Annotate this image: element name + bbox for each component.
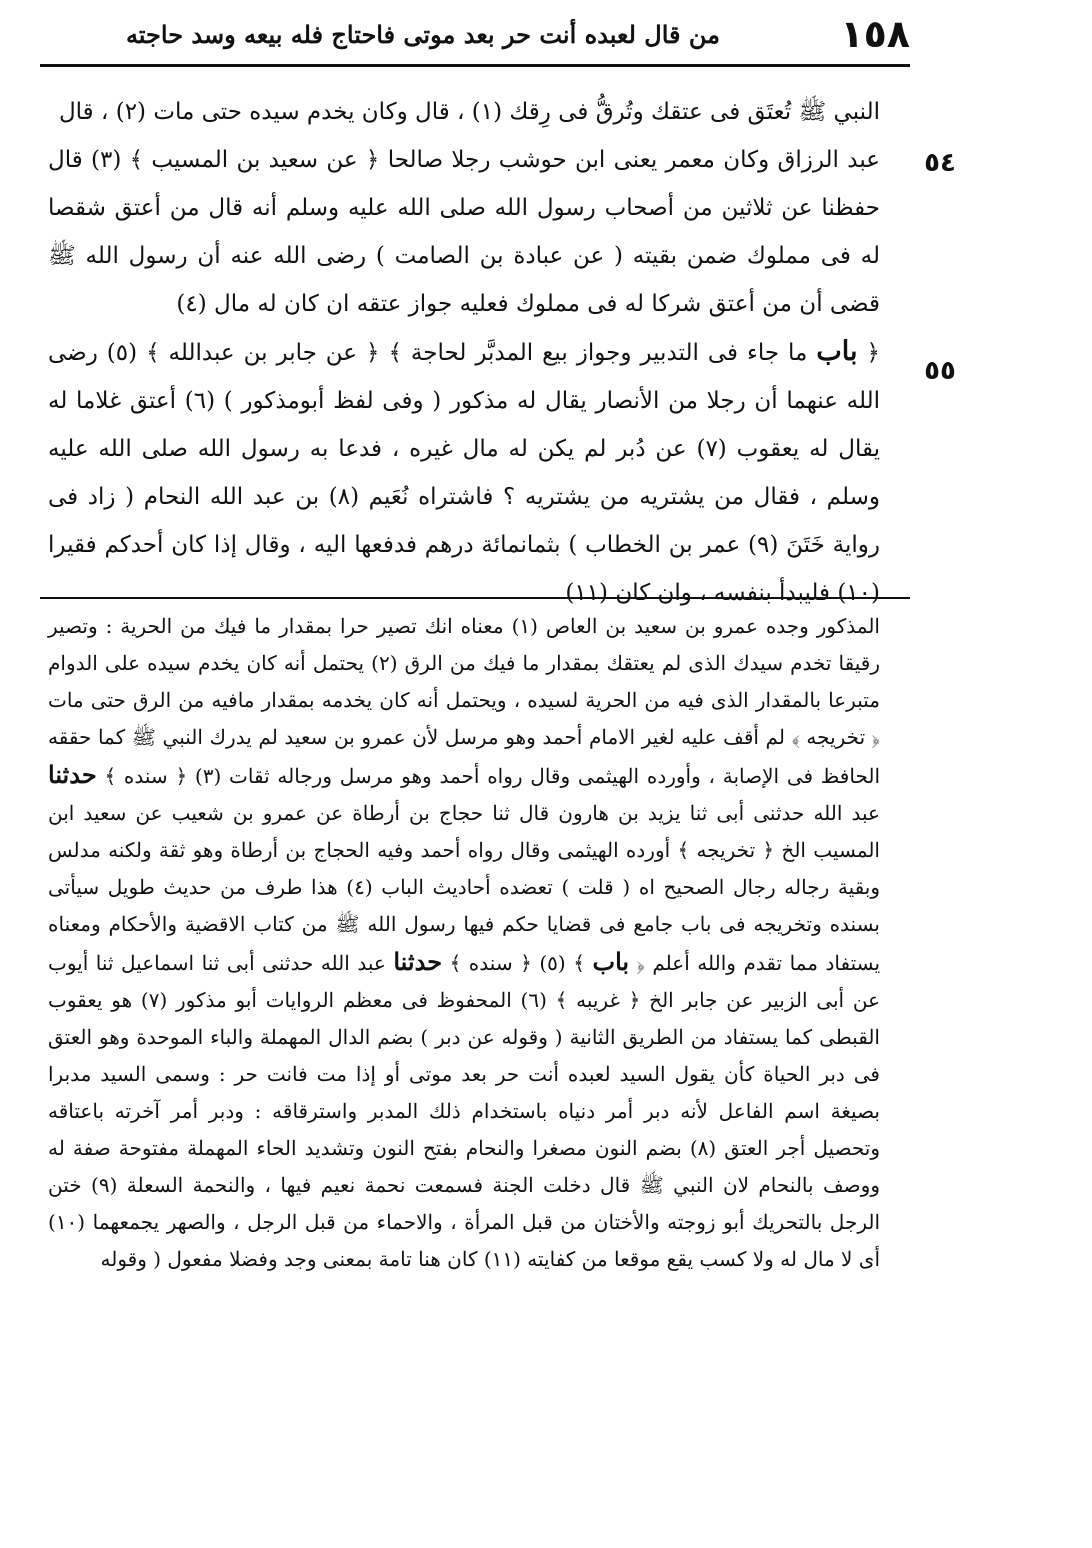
header-divider (40, 64, 910, 67)
footnote-text: عبد الله حدثنى أبى ثنا اسماعيل ثنا أيوب عن أبى الزبير عن جابر الخ ﴿ غريبه ﴾ (٦) المحفوظ فى معظم الروايات أبو مذكور (٧) هو يعقوب القبطى كما يستفاد من الطريق الثانية ( وقوله عن دبر ) بضم الدال المهملة والباء الموحدة وهو العتق فى دبر الحياة كأن يقول السيد لعبده أنت حر بعد موتى أو إذا مت فانت حر : وسمى السيد مدبرا بصيغة اسم الفاعل لأنه دبر أمر دنياه باستخدام ذلك المدبر واسترقاقه : ودبر أمر آخرته باعتاقه وتحصيل أجر العتق (٨) بضم النون مصغرا والنحام بفتح النون وتشديد الحاء المهملة مفتوحة صفة له ووصف بالنحام لان النبي ﷺ قال دخلت الجنة فسمعت نحمة نعيم فيها ، والنحمة السعلة (٩) ختن الرجل بالتحريك أبو زوجته والأختان من قبل المرأة ، والاحماء من قبل الرجل ، والصهر يجمعهما (١٠) أى لا مال له ولا كسب يقع موقعا من كفايته (١١) كان هنا تامة بمعنى وجد وفضلا مفعول ( وقوله (48, 951, 880, 1271)
footnote-text: ﴾ (٥) ﴿ سنده ﴾ (449, 951, 585, 975)
main-text (48, 88, 880, 617)
bab-heading: باب (816, 336, 858, 367)
footnote-text: المذكور وجده عمرو بن سعيد بن العاص (١) معناه انك تصير حرا بمقدار ما فيك من الحرية : وتصير رقيقا تخدم سيدك الذى لم يعتقك بمقدار ما فيك من الرق (٢) يحتمل أنه كان يخدم سيده على الدوام متبرعا بالمقدار الذى فيه من الحرية لسيده ، ويحتمل أنه كان يخدمه بمقدار مافيه من الرق حتى مات ﴿ تخريجه ﴾ لم أقف عليه لغير الامام أحمد وهو مرسل لأن عمرو بن سعيد لم يدرك النبي ﷺ كما حققه الحافظ فى الإصابة ، وأورده الهيثمى وقال رواه أحمد وهو مرسل ورجاله ثقات (٣) ﴿ سنده ﴾ (48, 614, 881, 788)
main-paragraph: النبي ﷺ تُعتَق فى عتقك وتُرقُّ فى رِقك (١) ، قال وكان يخدم سيده حتى مات (٢) ، قال (58, 99, 880, 125)
footnotes (48, 608, 880, 1278)
main-paragraph: عبد الرزاق وكان معمر يعنى ابن حوشب رجلا صالحا ﴿ عن سعيد بن المسيب ﴾ (٣) قال حفظنا عن ثلاثين من أصحاب رسول الله صلى الله عليه وسلم أنه قال من أعتق شقصا له فى مملوك ضمن بقيته ( عن عبادة بن الصامت ) رضى الله عنه أن رسول الله ﷺ قضى أن من أعتق شركا له فى مملوك فعليه جواز عتقه ان كان له مال (٤) (48, 147, 880, 317)
footnote-text: عبد الله حدثنى أبى ثنا يزيد بن هارون قال ثنا حجاج بن أرطاة عن عمرو بن شعيب عن سعيد ابن المسيب الخ ﴿ تخريجه ﴾ أورده الهيثمى وقال رواه أحمد وفيه الحجاج بن أرطاة وهو ثقة ولكنه مدلس وبقية رجاله رجال الصحيح اه ( قلت ) تعضده أحاديث الباب (٤) هذا طرف من حديث طويل سيأتى بسنده وتخريجه فى باب جامع فى قضايا حكم فيها رسول الله ﷺ من كتاب الاقضية والأحكام ومعناه يستفاد مما تقدم والله أعلم ﴿ (48, 801, 881, 975)
footnote-divider (40, 597, 910, 599)
bracket-open: ﴿ (866, 340, 880, 366)
page-header (40, 10, 910, 56)
bab-paragraph (48, 328, 880, 617)
main-paragraph-text: ما جاء فى التدبير وجواز بيع المدبَّر لحاجة ﴾ ﴿ عن جابر بن عبدالله ﴾ (٥) رضى الله عنهما أن رجلا من الأنصار يقال له مذكور ( وفى لفظ أبومذكور ) (٦) أعتق غلاما له يقال له يعقوب (٧) عن دُبر لم يكن له مال غيره ، فدعا به رسول الله صلى الله عليه وسلم ، فقال من يشتريه من يشتريه ؟ فاشتراه نُعَيم (٨) بن عبد الله النحام ( زاد فى رواية خَتَنَ (٩) عمر بن الخطاب ) بثمانمائة درهم فدفعها اليه ، وقال إذا كان أحدكم فقيرا (١٠) فليبدأ بنفسه ، وان كان (١١) (48, 340, 881, 606)
hadith-number-55: ٥٥ (924, 356, 956, 386)
footnote-block (48, 608, 880, 1278)
hadith-number-54: ٥٤ (924, 148, 956, 178)
page-number: ١٥٨ (840, 12, 910, 56)
haddathana-mark: حدثنا (48, 760, 97, 789)
bab-mark: باب (592, 947, 630, 976)
haddathana-mark: حدثنا (393, 947, 443, 976)
running-title: من قال لعبده أنت حر بعد موتى فاحتاج فله بيعه وسد حاجته (125, 20, 720, 49)
